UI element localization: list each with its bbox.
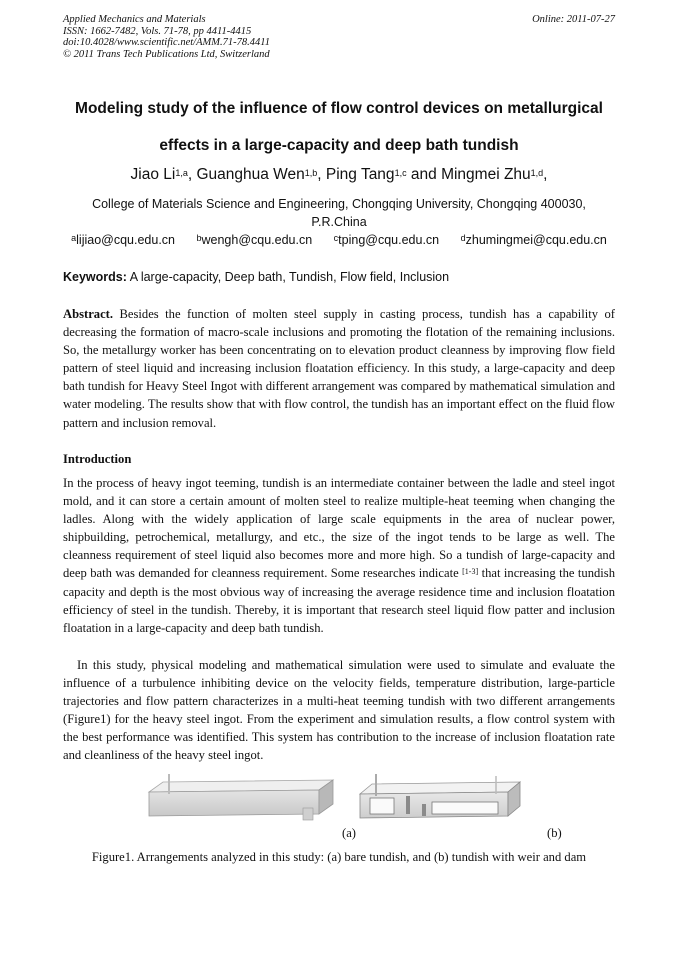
figure-a-bare-tundish [143,772,339,824]
keywords-label: Keywords: [63,270,127,284]
tundish-front-face [149,790,319,816]
author-separator: , [317,166,326,183]
affiliation [60,195,618,231]
abstract-text: Besides the function of molten steel supply in casting process, tundish has a capability of decreasing the formation of macro-scale inclusions and promoting the flotation of the remaining inclusions. So, the metallurgy worker has been concentrating on to elevation product cleanness by improving flow field pattern of steel liquid and increasing inclusion floatation efficiency. In this study, a large-capacity and deep bath tundish for Heavy Steel Ingot with different arrangement was compared by mathematical simulation and water modeling. The results show that with flow control, the tundish has an important effect on the fluid flow pattern and inclusion removal. [63,307,615,430]
author-separator: , [187,166,197,183]
abstract-label: Abstract. [63,307,114,321]
paragraph-text: In the process of heavy ingot teeming, tundish is an intermediate container between the ladle and steel ingot mold, and it can store a certain amount of molten steel to realize multiple-heat teeming when changing the ladles. Along with the widely application of large scale equipments in the area of nuclear power, shipbuilding, petrochemical, metallurgy, and etc., the size of the ingot tends to be large as well. The cleanness requirement of steel liquid also becomes more and more high. So a tundish of large-capacity and deep bath was demanded for cleanness requirement. Some researches indicate [63,476,615,581]
online-date: Online: 2011-07-27 [532,14,615,25]
author-name: Guanghua Wen [196,166,305,183]
figure-label-b: (b) [547,826,562,840]
author-name: Jiao Li [130,166,176,183]
citation-ref[interactable]: [1-3] [462,567,479,577]
introduction-paragraph-1 [63,474,615,637]
paper-title [40,90,638,164]
author-list [40,164,638,186]
author-name: Mingmei Zhu [441,166,531,183]
running-header [63,14,615,60]
dam [422,804,426,816]
email-sup: c [333,233,339,243]
journal-name: Applied Mechanics and Materials [63,14,206,25]
author-affil-sup: 1,d [530,168,544,178]
keywords [63,268,449,286]
introduction-heading: Introduction [63,452,132,466]
author-affil-sup: 1,b [304,168,318,178]
issn-line: ISSN: 1662-7482, Vols. 71-78, pp 4411-4415 [63,25,252,37]
email-list [40,231,638,249]
figure-caption: Figure1. Arrangements analyzed in this study: (a) bare tundish, and (b) tundish with weir and dam [91,850,587,864]
email-item[interactable] [461,233,607,247]
author-separator: , [543,166,548,183]
email-address: lijiao@cqu.edu.cn [76,233,175,247]
figure-label-a: (a) [342,826,356,840]
introduction-paragraph-2: In this study, physical modeling and mathematical simulation were used to simulate and evaluate the influence of a turbulence inhibiting device on the velocity fields, temperature distribution, large-particle trajectories and flow pattern characterizes in a multi-heat teeming tundish with two different arrangements (Figure1) for the heavy steel ingot. From the experiment and simulation results, a flow control system with the best performance was identified. This system has contribution to the increase of inclusion floatation rate and cleanliness of the heavy steel ingot. [63,658,615,763]
title-line-1: Modeling study of the influence of flow control devices on metallurgical [75,100,603,117]
keywords-text: A large-capacity, Deep bath, Tundish, Flow field, Inclusion [129,270,450,284]
email-item[interactable] [334,233,439,247]
email-address: wengh@cqu.edu.cn [201,233,313,247]
abstract [63,305,615,432]
email-sup: b [196,233,202,243]
email-sup: a [71,233,77,243]
affiliation-line-2: P.R.China [311,215,367,229]
email-item[interactable] [71,233,175,247]
doi-line: doi:10.4028/www.scientific.net/AMM.71-78.4411 [63,37,270,48]
title-line-2: effects in a large-capacity and deep bath tundish [159,137,519,154]
author-affil-sup: 1,a [175,168,188,178]
inlet-zone [370,798,394,814]
email-address: tping@cqu.edu.cn [338,233,440,247]
weir [406,796,410,814]
email-item[interactable] [196,233,312,247]
copyright-line: © 2011 Trans Tech Publications Ltd, Switzerland [63,48,270,60]
email-address: zhumingmei@cqu.edu.cn [465,233,607,247]
paragraph-text: that increasing the tundish capacity and depth is the most obvious way of increasing the average residence time and inclusion floatation efficiency of steel in the tundish. Thereby, it is important that research steel liquid flow patter and inclusion floatation in a large-capacity and deep bath tundish. [63,566,616,635]
author-affil-sup: 1,c [394,168,407,178]
outlet-zone [432,802,498,814]
outlet-nozzle [303,808,313,820]
figure-b-tundish-weir-dam [356,772,526,824]
author-name: Ping Tang [325,166,395,183]
author-separator: and [406,166,442,183]
email-sup: d [460,233,466,243]
affiliation-line-1: College of Materials Science and Engineering, Chongqing University, Chongqing 400030, [92,197,586,211]
